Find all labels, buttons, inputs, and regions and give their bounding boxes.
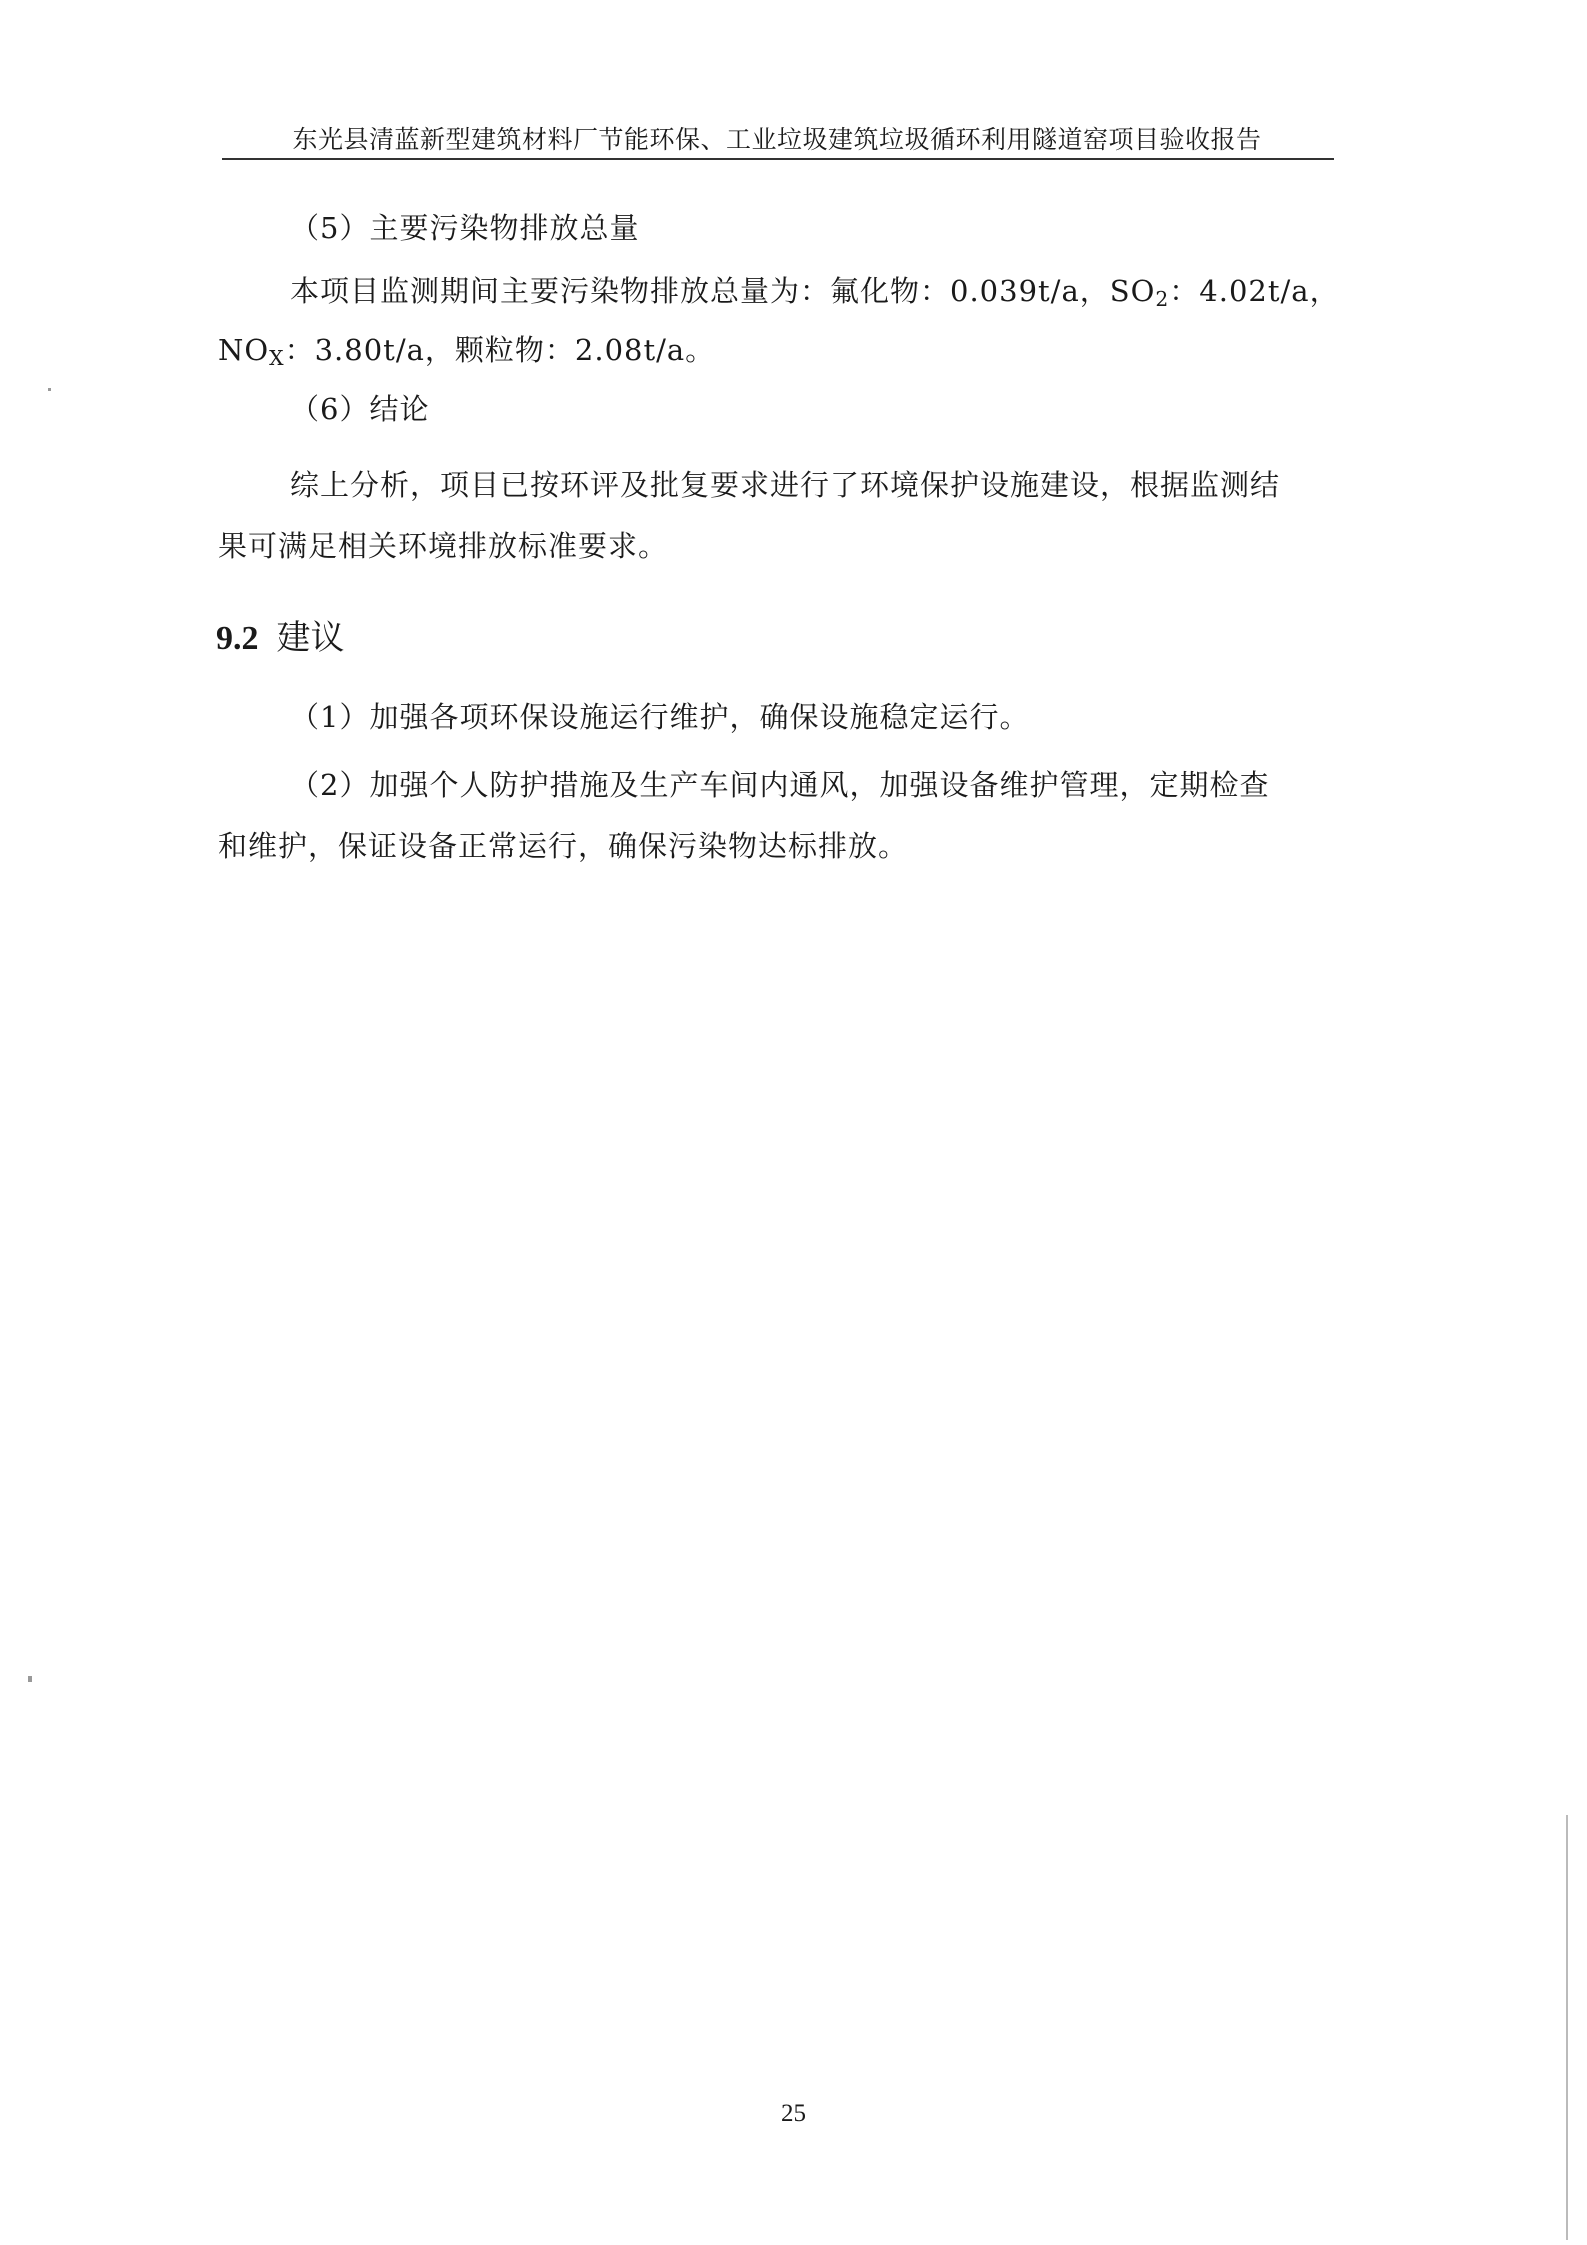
page-number: 25 (781, 2100, 806, 2127)
section-5-body-line-2 (218, 330, 715, 373)
section-5-line2-prefix: NO (218, 333, 270, 367)
so2-subscript: 2 (1155, 287, 1170, 312)
section-5-body-line-1 (290, 271, 1340, 314)
section-6-body-line-2: 果可满足相关环境排放标准要求。 (218, 529, 669, 563)
section-5-line1-prefix: 本项目监测期间主要污染物排放总量为：氟化物：0.039t/a，SO (290, 274, 1156, 308)
suggestion-item-2-line-2: 和维护，保证设备正常运行，确保污染物达标排放。 (218, 829, 909, 863)
section-5-line2-suffix: ：3.80t/a，颗粒物：2.08t/a。 (284, 333, 716, 367)
suggestion-item-1: （1）加强各项环保设施运行维护，确保设施稳定运行。 (290, 700, 1030, 734)
scan-speck (48, 388, 51, 391)
section-5-title: （5）主要污染物排放总量 (290, 211, 640, 245)
section-6-title: （6）结论 (290, 392, 430, 426)
suggestion-item-2-line-1: （2）加强个人防护措施及生产车间内通风，加强设备维护管理，定期检查 (290, 768, 1270, 802)
scan-speck (28, 1676, 32, 1682)
header-rule (222, 158, 1334, 160)
scan-edge-mark (1566, 1815, 1568, 2240)
running-header: 东光县清蓝新型建筑材料厂节能环保、工业垃圾建筑垃圾循环利用隧道窑项目验收报告 (292, 125, 1262, 154)
nox-subscript: X (269, 346, 285, 371)
heading-title: 建议 (276, 618, 345, 658)
heading-number: 9.2 (216, 620, 259, 657)
section-heading-9-2 (216, 610, 345, 659)
section-5-line1-suffix: ：4.02t/a， (1169, 274, 1340, 308)
section-6-body-line-1: 综上分析，项目已按环评及批复要求进行了环境保护设施建设，根据监测结 (290, 468, 1281, 502)
